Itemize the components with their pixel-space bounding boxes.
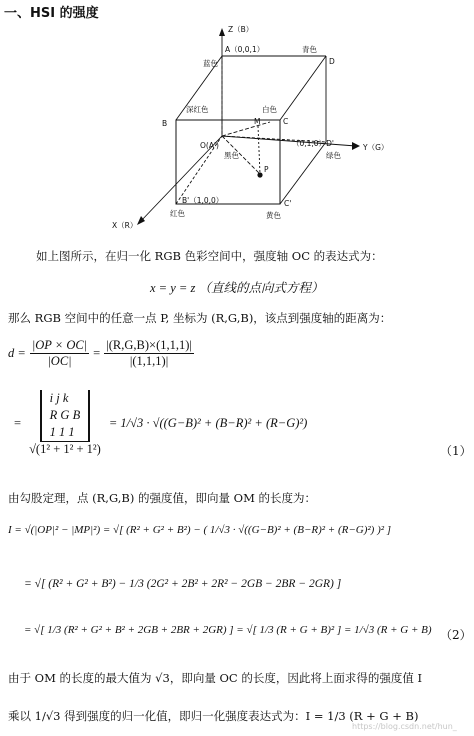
determinant-fraction xyxy=(27,390,103,457)
point-d2-label: （0,1,0）D' xyxy=(292,139,334,148)
axis-x-label: X（R） xyxy=(112,221,138,230)
equation-number-2: （2） xyxy=(440,628,472,642)
point-d-label: D xyxy=(329,57,335,66)
fraction-den-rgb: |(1,1,1)| xyxy=(129,354,169,368)
fraction-den: |OC| xyxy=(47,354,72,368)
equation-number-1: （1） xyxy=(440,444,472,458)
distance-formula xyxy=(8,338,194,369)
axis-z-label: Z（B） xyxy=(228,25,254,34)
fraction-cross-product xyxy=(30,338,89,369)
color-black-label: 黑色 xyxy=(224,151,239,160)
color-green-label: 绿色 xyxy=(326,151,341,160)
d-lhs: d = xyxy=(8,346,26,360)
matrix-row-3: 1 1 1 xyxy=(49,425,75,439)
intensity-line-1: I = √(|OP|² − |MP|²) = √[ (R² + G² + B²) − ( 1/√3 · √((G−B)² + (B−R)² + (R−G)²) )² ] xyxy=(8,524,392,536)
determinant-matrix xyxy=(40,390,91,442)
point-c-label: C xyxy=(283,117,289,126)
paragraph-pythagoras: 由勾股定理，点 (R,G,B) 的强度值，即向量 OM 的长度为： xyxy=(8,491,316,505)
intensity-line-2: = √[ (R² + G² + B²) − 1/3 (2G² + 2B² + 2R² − 2GB − 2BR − 2GR) ] xyxy=(24,578,342,590)
fraction-num: |OP × OC| xyxy=(31,338,88,352)
color-magenta-label: 深红色 xyxy=(186,105,209,114)
paragraph-distance: 那么 RGB 空间中的任意一点 P, 坐标为 (R,G,B)，该点到强度轴的距离为： xyxy=(8,311,392,325)
color-white-label: 白色 xyxy=(262,105,277,114)
point-b2-label: B'（1,0,0） xyxy=(182,196,224,205)
line-equation: x = y = z （直线的点向式方程） xyxy=(150,281,324,295)
point-c2-label: C' xyxy=(284,199,292,208)
equals-sign: = xyxy=(93,346,101,360)
determinant-result: = 1/√3 · √((G−B)² + (B−R)² + (R−G)²) xyxy=(108,416,308,430)
intensity-line-3: = √[ 1/3 (R² + G² + B² + 2GB + 2BR + 2GR) ] = √[ 1/3 (R + G + B)² ] = 1/√3 (R + G + B) xyxy=(24,624,432,636)
color-blue-label: 蓝色 xyxy=(203,59,218,68)
determinant-denominator: √(1² + 1² + 1²) xyxy=(29,442,101,456)
point-o-label: O(A') xyxy=(200,141,219,150)
matrix-row-2: R G B xyxy=(49,408,81,422)
color-yellow-label: 黄色 xyxy=(266,211,281,220)
watermark: https://blog.csdn.net/hun_ xyxy=(352,722,457,731)
color-red-label: 红色 xyxy=(170,209,185,218)
fraction-rgb xyxy=(104,338,194,369)
fraction-num-rgb: |(R,G,B)×(1,1,1)| xyxy=(106,338,192,352)
determinant-formula: = i j k R G B 1 1 1 √(1² + 1² + 1²) = 1/√3 · √((G−B)² + (B−R)² + (R−G)²) xyxy=(14,391,308,456)
paragraph-intro: 如上图所示，在归一化 RGB 色彩空间中，强度轴 OC 的表达式为： xyxy=(36,249,383,263)
paragraph-normalized: 乘以 1/√3 得到强度的归一化值，即归一化强度表达式为：I = 1/3 (R + G + B) xyxy=(8,709,419,723)
point-m-label: M xyxy=(254,117,261,126)
point-p-label: P xyxy=(264,165,269,174)
rgb-cube-figure xyxy=(0,0,474,240)
section-heading: 一、HSI 的强度 xyxy=(4,6,99,21)
color-cyan-label: 青色 xyxy=(302,45,317,54)
point-a-label: A（0,0,1） xyxy=(225,45,265,54)
axis-y-label: Y（G） xyxy=(363,143,389,152)
paragraph-max-length: 由于 OM 的长度的最大值为 √3，即向量 OC 的长度，因此将上面求得的强度值 I xyxy=(8,671,423,685)
point-b-label: B xyxy=(162,119,168,128)
matrix-row-1: i j k xyxy=(49,391,69,405)
